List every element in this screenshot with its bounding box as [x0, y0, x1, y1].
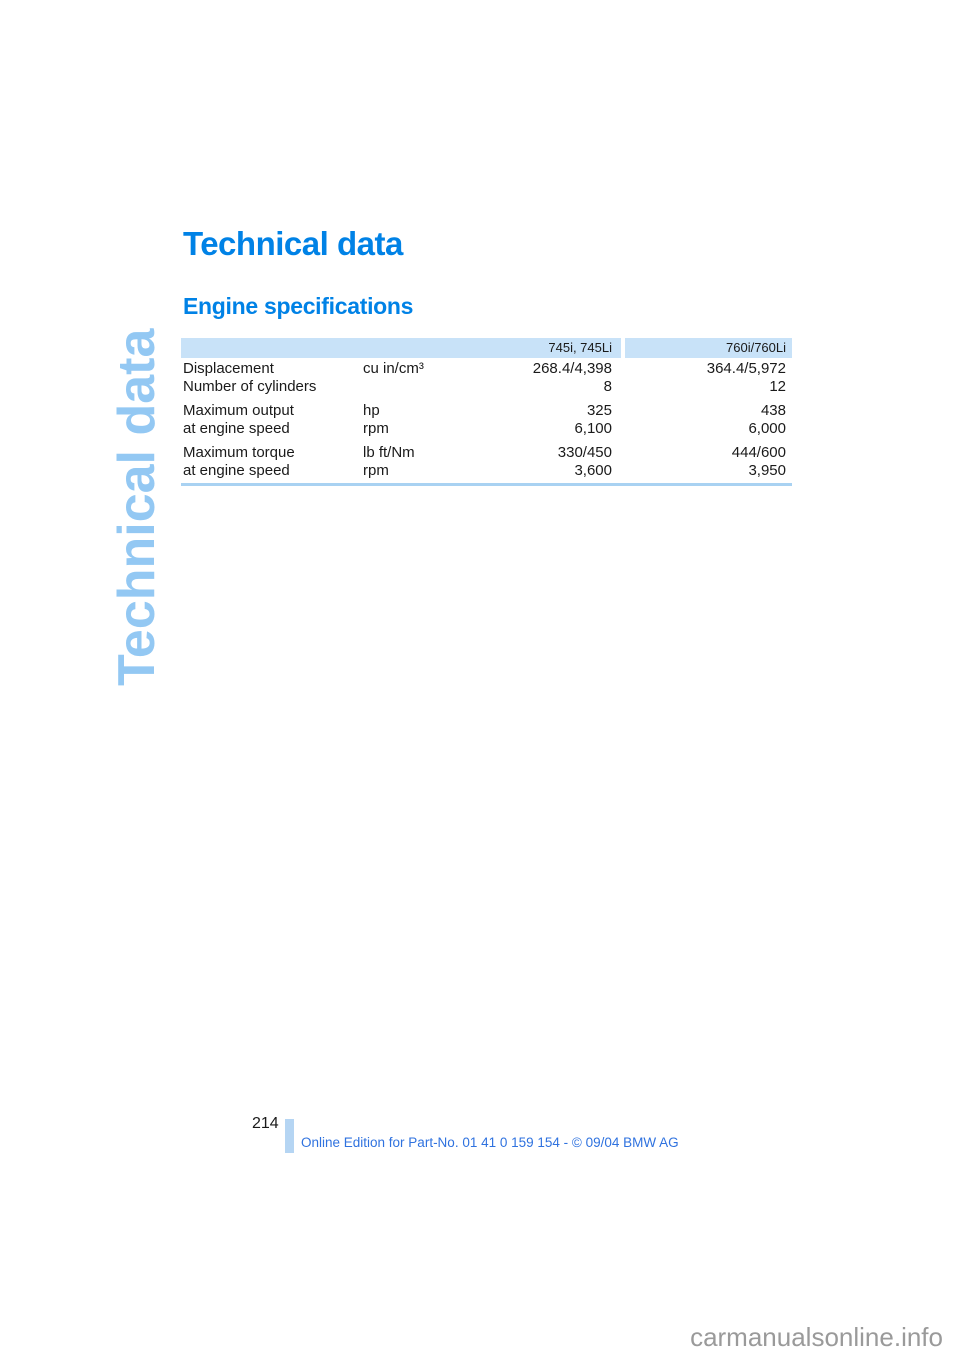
- row-value-745i: 8: [603, 378, 612, 395]
- engine-spec-table: [181, 338, 792, 486]
- row-group-maximum-torque: [181, 444, 792, 480]
- row-group-maximum-output: [181, 402, 792, 438]
- column-header-760i-760li: 760i/760Li: [625, 338, 792, 358]
- row-label: at engine speed: [183, 420, 290, 437]
- page-title: Technical data: [183, 225, 403, 262]
- row-value-760i: 364.4/5,972: [706, 360, 786, 377]
- row-value-745i: 3,600: [574, 462, 612, 479]
- edition-note: Online Edition for Part-No. 01 41 0 159 154 - © 09/04 BMW AG: [301, 1135, 679, 1150]
- row-label: Displacement: [183, 360, 274, 377]
- row-value-760i: 438: [760, 402, 786, 419]
- row-unit: rpm: [363, 462, 389, 479]
- footer-accent-bar: [285, 1119, 294, 1153]
- section-heading: Engine specifications: [183, 293, 414, 319]
- sidebar-chapter-label: Technical data: [108, 328, 166, 686]
- watermark: carmanualsonline.info: [690, 1322, 943, 1352]
- table-row: [181, 462, 792, 480]
- row-value-760i: 444/600: [731, 444, 786, 461]
- row-value-745i: 6,100: [574, 420, 612, 437]
- row-value-745i: 268.4/4,398: [532, 360, 612, 377]
- row-value-760i: 12: [769, 378, 786, 395]
- table-bottom-rule: [181, 483, 792, 486]
- row-label: Maximum output: [183, 402, 294, 419]
- row-label: Maximum torque: [183, 444, 295, 461]
- table-row: [181, 360, 792, 378]
- row-unit: cu in/cm³: [363, 360, 424, 377]
- row-value-760i: 6,000: [748, 420, 786, 437]
- row-unit: [363, 378, 483, 396]
- table-row: [181, 378, 792, 396]
- column-header-745i-745li: 745i, 745Li: [181, 338, 621, 358]
- row-label: Number of cylinders: [183, 378, 317, 395]
- row-unit: hp: [363, 402, 380, 419]
- row-label: at engine speed: [183, 462, 290, 479]
- table-row: [181, 402, 792, 420]
- row-value-745i: 325: [586, 402, 612, 419]
- table-row: [181, 420, 792, 438]
- row-value-745i: 330/450: [557, 444, 612, 461]
- row-unit: rpm: [363, 420, 389, 437]
- row-value-760i: 3,950: [748, 462, 786, 479]
- page-number: 214: [252, 1115, 279, 1132]
- table-row: [181, 444, 792, 462]
- table-body: [181, 358, 792, 480]
- row-unit: lb ft/Nm: [363, 444, 415, 461]
- row-group-displacement: [181, 360, 792, 396]
- table-header-row: [181, 338, 792, 358]
